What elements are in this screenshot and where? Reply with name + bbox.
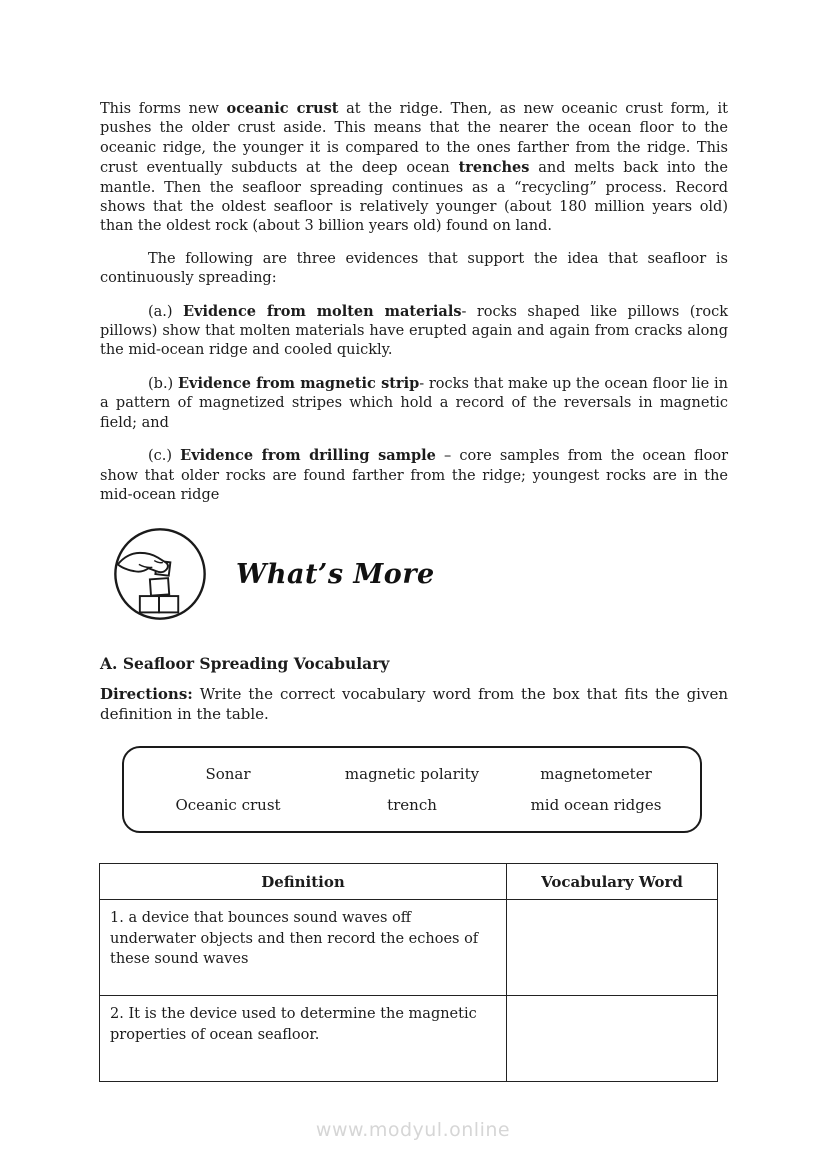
section-title: What’s More (236, 558, 435, 590)
column-header-vocabulary-word: Vocabulary Word (507, 864, 718, 900)
directions-label: Directions: (100, 685, 193, 703)
word-bank-item-magnetic-polarity: magnetic polarity (344, 765, 480, 783)
paragraph-oceanic-crust (100, 99, 728, 237)
paragraph-evidence-a (100, 302, 728, 361)
text-run: – core samples from the ocean floor show that older rocks are found farther from the ridge; youngest rocks are in the mid-ocean ridge (100, 448, 729, 503)
table-header-row (100, 864, 718, 900)
bold-evidence-drilling-sample: Evidence from drilling sample (180, 447, 436, 465)
bold-evidence-molten-materials: Evidence from molten materials (183, 302, 462, 320)
list-marker: (a.) (148, 303, 184, 320)
word-bank-item-oceanic-crust: Oceanic crust (175, 796, 281, 814)
word-bank-item-magnetometer: magnetometer (540, 765, 652, 783)
text-run: This forms new (100, 101, 227, 117)
paragraph-three-evidences: The following are three evidences that support the idea that seafloor is continuously spreading: (100, 250, 728, 287)
definition-cell-1: 1. a device that bounces sound waves off underwater objects and then record the echoes of these sound waves (100, 900, 507, 996)
hand-stacking-blocks-icon (112, 526, 208, 622)
bold-term-trenches: trenches (458, 159, 530, 177)
table-row (100, 900, 718, 996)
directions-text (100, 685, 728, 724)
list-marker: (c.) (148, 448, 181, 465)
column-header-definition: Definition (100, 864, 507, 900)
text-run: and melts back into the mantle. Then the seafloor spreading continues as a “recycling” process. Record shows that the oldest seafloor is relatively younger (about 180 million years old) than the oldest rock (about 3 billion years old) found on land. (100, 160, 728, 235)
text-run: at the ridge. Then, as new oceanic crust form, it pushes the older crust aside. This means that the nearer the ocean floor to the oceanic ridge, the younger it is compared to the ones farther from the ridge. This crust eventually subducts at the deep ocean (100, 101, 729, 177)
bold-term-oceanic-crust: oceanic crust (226, 100, 339, 117)
vocabulary-table (99, 863, 718, 1082)
paragraph-evidence-b (100, 374, 728, 433)
answer-cell-2 (507, 996, 718, 1082)
table-row (100, 996, 718, 1082)
watermark: www.modyul.online (315, 1119, 511, 1141)
word-bank-item-mid-ocean-ridges: mid ocean ridges (530, 796, 662, 814)
definition-cell-2: 2. It is the device used to determine the magnetic properties of ocean seafloor. (100, 996, 507, 1082)
word-bank-item-sonar: Sonar (205, 765, 251, 783)
paragraph-evidence-c (100, 446, 728, 505)
whats-more-header (112, 526, 435, 622)
bold-evidence-magnetic-strip: Evidence from magnetic strip (177, 374, 420, 392)
activity-heading: A. Seafloor Spreading Vocabulary (100, 654, 390, 673)
text-run: - rocks shaped like pillows (rock pillows) show that molten materials have erupted again and again from cracks along the mid-ocean ridge and cooled quickly. (100, 303, 728, 359)
answer-cell-1 (507, 900, 718, 996)
intro-section (100, 99, 728, 518)
word-bank-box (122, 746, 702, 833)
text-run: Write the correct vocabulary word from the box that fits the given definition in the table. (100, 685, 728, 723)
word-bank-item-trench: trench (387, 796, 437, 814)
list-marker: (b.) (148, 375, 178, 392)
text-run: - rocks that make up the ocean floor lie in a pattern of magnetized stripes which hold a record of the reversals in magnetic field; and (100, 375, 728, 431)
